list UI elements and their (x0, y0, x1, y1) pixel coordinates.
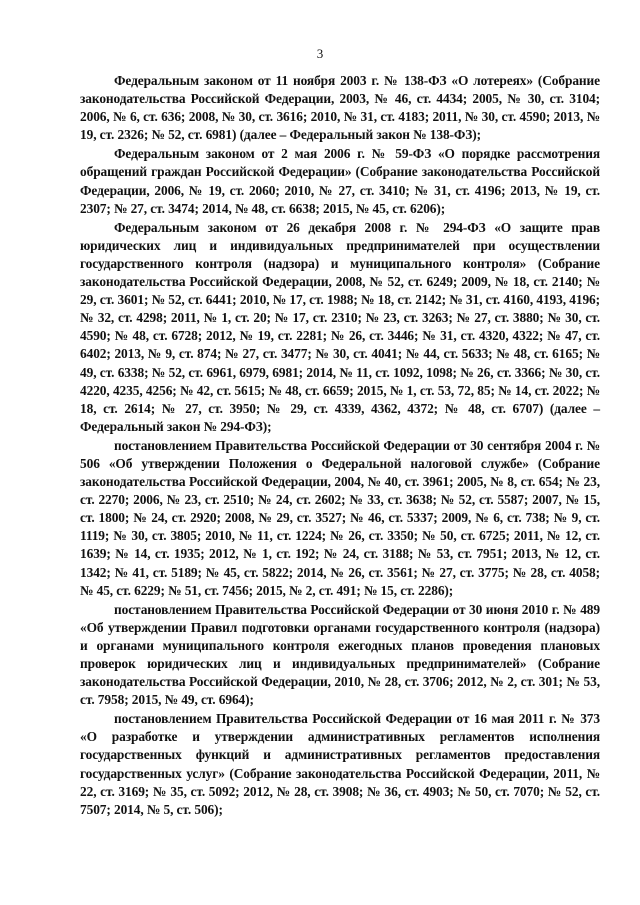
page-number: 3 (316, 46, 324, 61)
paragraph-law-294fz: Федеральным законом от 26 декабря 2008 г. № 294-ФЗ «О защите прав юридических лиц и индивидуальных предпринимателей при осуществлении государственного контроля (надзора) и муниципального контроля» (Собрание законодательства Российской Федерации, 2008, № 52, ст. 6249; 2009, № 18, ст. 2140; № 29, ст. 3601; № 52, ст. 6441; 2010, № 17, ст. 1988; № 18, ст. 2142; № 31, ст. 4160, 4193, 4196; № 32, ст. 4298; 2011, № 1, ст. 20; № 17, ст. 2310; № 23, ст. 3263; № 27, ст. 3880; № 30, ст. 4590; № 48, ст. 6728; 2012, № 19, ст. 2281; № 26, ст. 3446; № 31, ст. 4320, 4322; № 47, ст. 6402; 2013, № 9, ст. 874; № 27, ст. 3477; № 30, ст. 4041; № 44, ст. 5633; № 48, ст. 6165; № 49, ст. 6338; № 52, ст. 6961, 6979, 6981; 2014, № 11, ст. 1092, 1098; № 26, ст. 3366; № 30, ст. 4220, 4235, 4256; № 42, ст. 5615; № 48, ст. 6659; 2015, № 1, ст. 53, 72, 85; № 14, ст. 2022; № 18, ст. 2614; № 27, ст. 3950; № 29, ст. 4339, 4362, 4372; № 48, ст. 6707) (далее – Федеральный закон № 294-ФЗ); (80, 219, 600, 434)
paragraph-decree-373: постановлением Правительства Российской Федерации от 16 мая 2011 г. № 373 «О разработке и утверждении административных регламентов исполнения государственных функций и административных регламентов предоставления государственных услуг» (Собрание законодательства Российской Федерации, 2011, № 22, ст. 3169; № 35, ст. 5092; 2012, № 28, ст. 3908; № 36, ст. 4903; № 50, ст. 7070; № 52, ст. 7507; 2014, № 5, ст. 506); (80, 711, 600, 817)
paragraph-law-59fz: Федеральным законом от 2 мая 2006 г. № 59-ФЗ «О порядке рассмотрения обращений граждан Российской Федерации» (Собрание законодательства Российской Федерации, 2006, № 19, ст. 2060; 2010, № 27, ст. 3410; № 31, ст. 4196; 2013, № 19, ст. 2307; № 27, ст. 3474; 2014, № 48, ст. 6638; 2015, № 45, ст. 6206); (80, 146, 600, 216)
paragraph-decree-506: постановлением Правительства Российской Федерации от 30 сентября 2004 г. № 506 «Об утверждении Положения о Федеральной налоговой службе» (Собрание законодательства Российской Федерации, 2004, № 40, ст. 3961; 2005, № 8, ст. 654; № 23, ст. 2270; 2006, № 23, ст. 2510; № 24, ст. 2602; № 33, ст. 3638; № 52, ст. 5587; 2007, № 15, ст. 1800; № 24, ст. 2920; 2008, № 29, ст. 3527; № 46, ст. 5337; 2009, № 6, ст. 738; № 9, ст. 1119; № 30, ст. 3805; 2010, № 11, ст. 1224; № 26, ст. 3350; № 50, ст. 6725; 2011, № 12, ст. 1639; № 14, ст. 1935; 2012, № 1, ст. 192; № 24, ст. 3188; № 53, ст. 7951; 2013, № 12, ст. 1342; № 41, ст. 5189; № 45, ст. 5822; 2014, № 26, ст. 3561; № 27, ст. 3775; № 28, ст. 4058; № 45, ст. 6229; № 51, ст. 7456; 2015, № 2, ст. 491; № 15, ст. 2286); (80, 437, 600, 598)
paragraph-decree-489: постановлением Правительства Российской Федерации от 30 июня 2010 г. № 489 «Об утверждении Правил подготовки органами государственного контроля (надзора) и органами муниципального контроля ежегодных планов проведения плановых проверок юридических лиц и индивидуальных предпринимателей» (Собрание законодательства Российской Федерации, 2010, № 28, ст. 3706; 2012, № 2, ст. 301; № 53, ст. 7958; 2015, № 49, ст. 6964); (80, 601, 600, 708)
paragraph-law-138fz: Федеральным законом от 11 ноября 2003 г. № 138-ФЗ «О лотереях» (Собрание законодательства Российской Федерации, 2003, № 46, ст. 4434; 2005, № 30, ст. 3104; 2006, № 6, ст. 636; 2008, № 30, ст. 3616; 2010, № 31, ст. 4183; 2011, № 30, ст. 4590; 2013, № 19, ст. 2326; № 52, ст. 6981) (далее – Федеральный закон № 138-ФЗ); (80, 73, 600, 143)
